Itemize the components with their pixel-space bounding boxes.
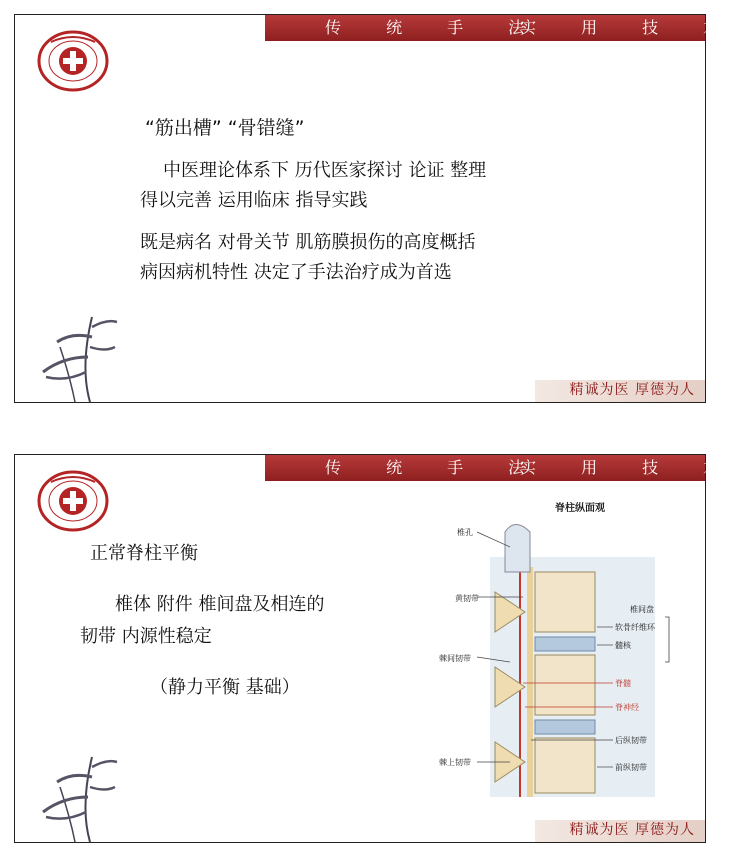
spine-diagram — [435, 497, 675, 797]
slide1-title: “筋出槽” “骨错缝” — [145, 117, 305, 139]
diagram-title: 脊柱纵面观 — [555, 503, 605, 514]
slide1-line-4: 病因病机特性 决定了手法治疗成为首选 — [140, 262, 452, 283]
hospital-logo — [37, 470, 109, 532]
label-anterior-longitudinal: 前纵韧带 — [615, 763, 647, 772]
header-banner — [265, 455, 739, 481]
label-posterior-longitudinal: 后纵韧带 — [615, 736, 647, 745]
motto-text: 精诚为医 厚德为人 — [569, 382, 695, 398]
label-spinal-nerve: 脊神经 — [615, 703, 639, 712]
slide2-line-2: 韧带 内源性稳定 — [80, 626, 212, 647]
slide-1 — [14, 14, 739, 403]
slide1-line-1: 中医理论体系下 历代医家探讨 论证 整理 — [163, 160, 487, 181]
label-foramen: 椎孔 — [457, 528, 473, 537]
motto-text: 精诚为医 厚德为人 — [569, 822, 695, 838]
label-disc-group: 椎间盘 — [630, 605, 654, 614]
label-interspinous: 棘间韧带 — [439, 654, 471, 663]
banner-right-text: 实 用 技 术 — [520, 18, 739, 37]
label-spinal-cord: 脊髓 — [615, 679, 631, 688]
bamboo-decoration — [20, 307, 120, 402]
header-banner — [265, 15, 739, 41]
label-annulus: 软骨纤维环 — [615, 623, 655, 632]
label-ligamentum-flavum: 黄韧带 — [455, 594, 479, 603]
label-nucleus: 髓核 — [615, 641, 631, 650]
bamboo-decoration — [20, 747, 120, 842]
slide1-line-2: 得以完善 运用临床 指导实践 — [140, 190, 368, 211]
hospital-logo — [37, 30, 109, 92]
banner-left-text: 传 统 手 法 — [325, 458, 545, 477]
slide2-line-3: （静力平衡 基础） — [150, 677, 300, 698]
label-supraspinous: 棘上韧带 — [439, 758, 471, 767]
slide2-title: 正常脊柱平衡 — [90, 543, 198, 564]
banner-right-text: 实 用 技 术 — [520, 458, 739, 477]
banner-left-text: 传 统 手 法 — [325, 18, 545, 37]
slide1-line-3: 既是病名 对骨关节 肌筋膜损伤的高度概括 — [140, 232, 476, 253]
slide2-line-1: 椎体 附件 椎间盘及相连的 — [115, 594, 325, 615]
slide-2 — [14, 454, 739, 843]
